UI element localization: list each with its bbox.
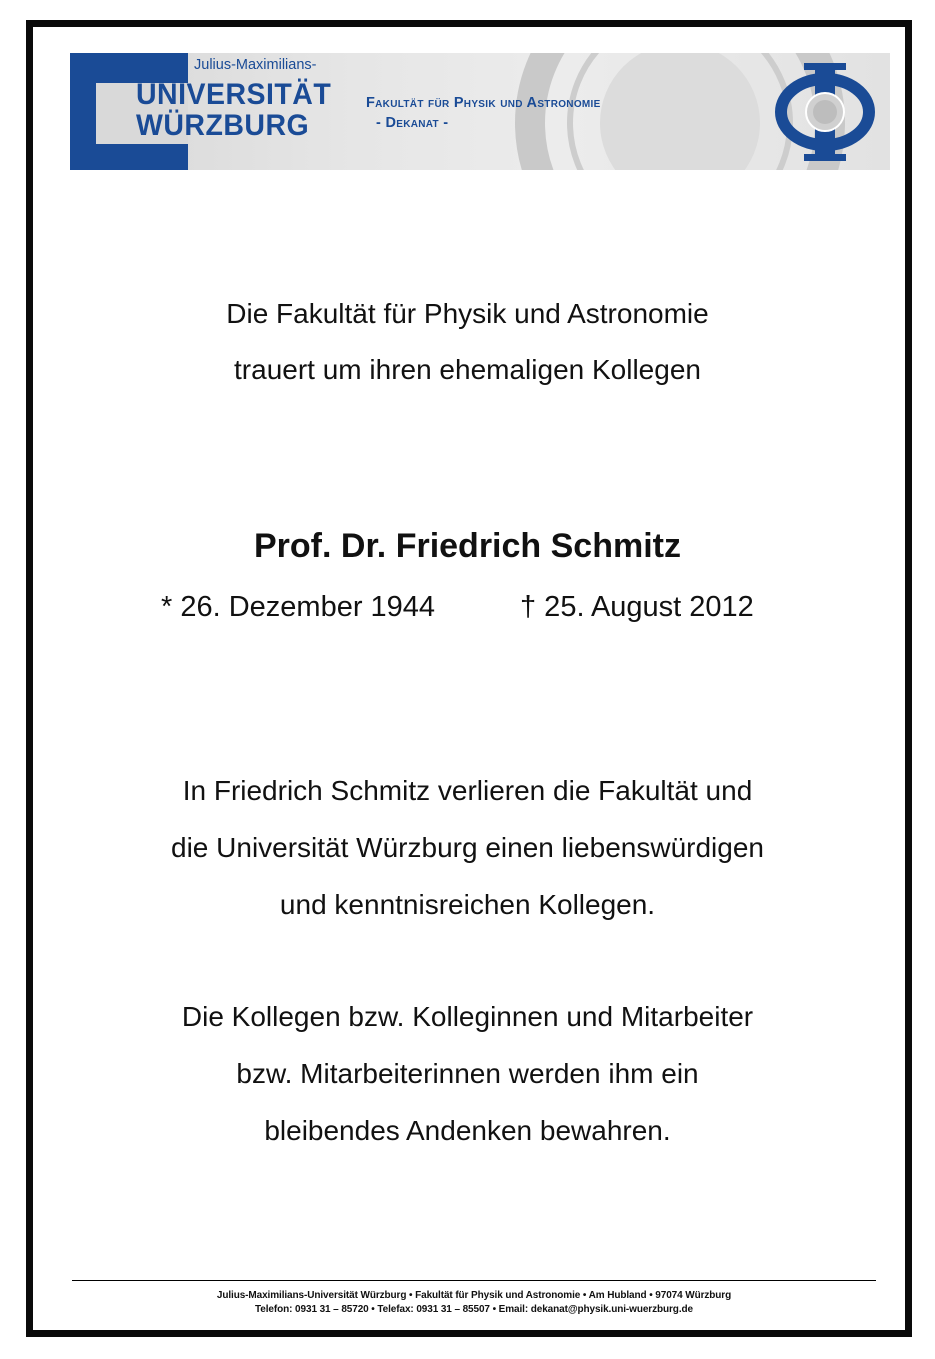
paragraph-line: und kenntnisreichen Kollegen. (279, 889, 656, 920)
condolence-paragraph-1 (40, 762, 895, 933)
paragraph-line: bleibendes Andenken bewahren. (264, 1115, 671, 1146)
faculty-name: Fakultät für Physik und Astronomie (366, 95, 601, 111)
death-date: † 25. August 2012 (520, 591, 754, 623)
logo-subtitle: Julius-Maximilians- (194, 57, 317, 73)
intro-line-2: trauert um ihren ehemaligen Kollegen (234, 354, 701, 385)
footer-contact: Telefon: 0931 31 – 85720 • Telefax: 0931 31 – 85507 • Email: dekanat@physik.uni-wuerzburg.de (255, 1304, 693, 1315)
footer-address: Julius-Maximilians-Universität Würzburg • Fakultät für Physik und Astronomie • Am Hubland • 97074 Würzburg (216, 1290, 732, 1301)
letterhead (70, 53, 890, 170)
logo-university: UNIVERSITÄT (136, 78, 332, 111)
paragraph-line: die Universität Würzburg einen liebenswürdigen (171, 832, 764, 863)
paragraph-line: bzw. Mitarbeiterinnen werden ihm ein (236, 1058, 699, 1089)
birth-date: * 26. Dezember 1944 (161, 591, 436, 623)
paragraph-line: In Friedrich Schmitz verlieren die Fakultät und (182, 775, 753, 806)
logo-city: WÜRZBURG (136, 109, 310, 142)
condolence-paragraph-2 (40, 988, 895, 1159)
paragraph-line: Die Kollegen bzw. Kolleginnen und Mitarbeiter (181, 1001, 754, 1032)
deceased-name: Prof. Dr. Friedrich Schmitz (254, 527, 681, 565)
phi-emblem-icon (770, 59, 880, 165)
footer-divider (72, 1280, 876, 1281)
faculty-department: - Dekanat - (376, 115, 449, 131)
intro-line-1: Die Fakultät für Physik und Astronomie (226, 298, 709, 329)
